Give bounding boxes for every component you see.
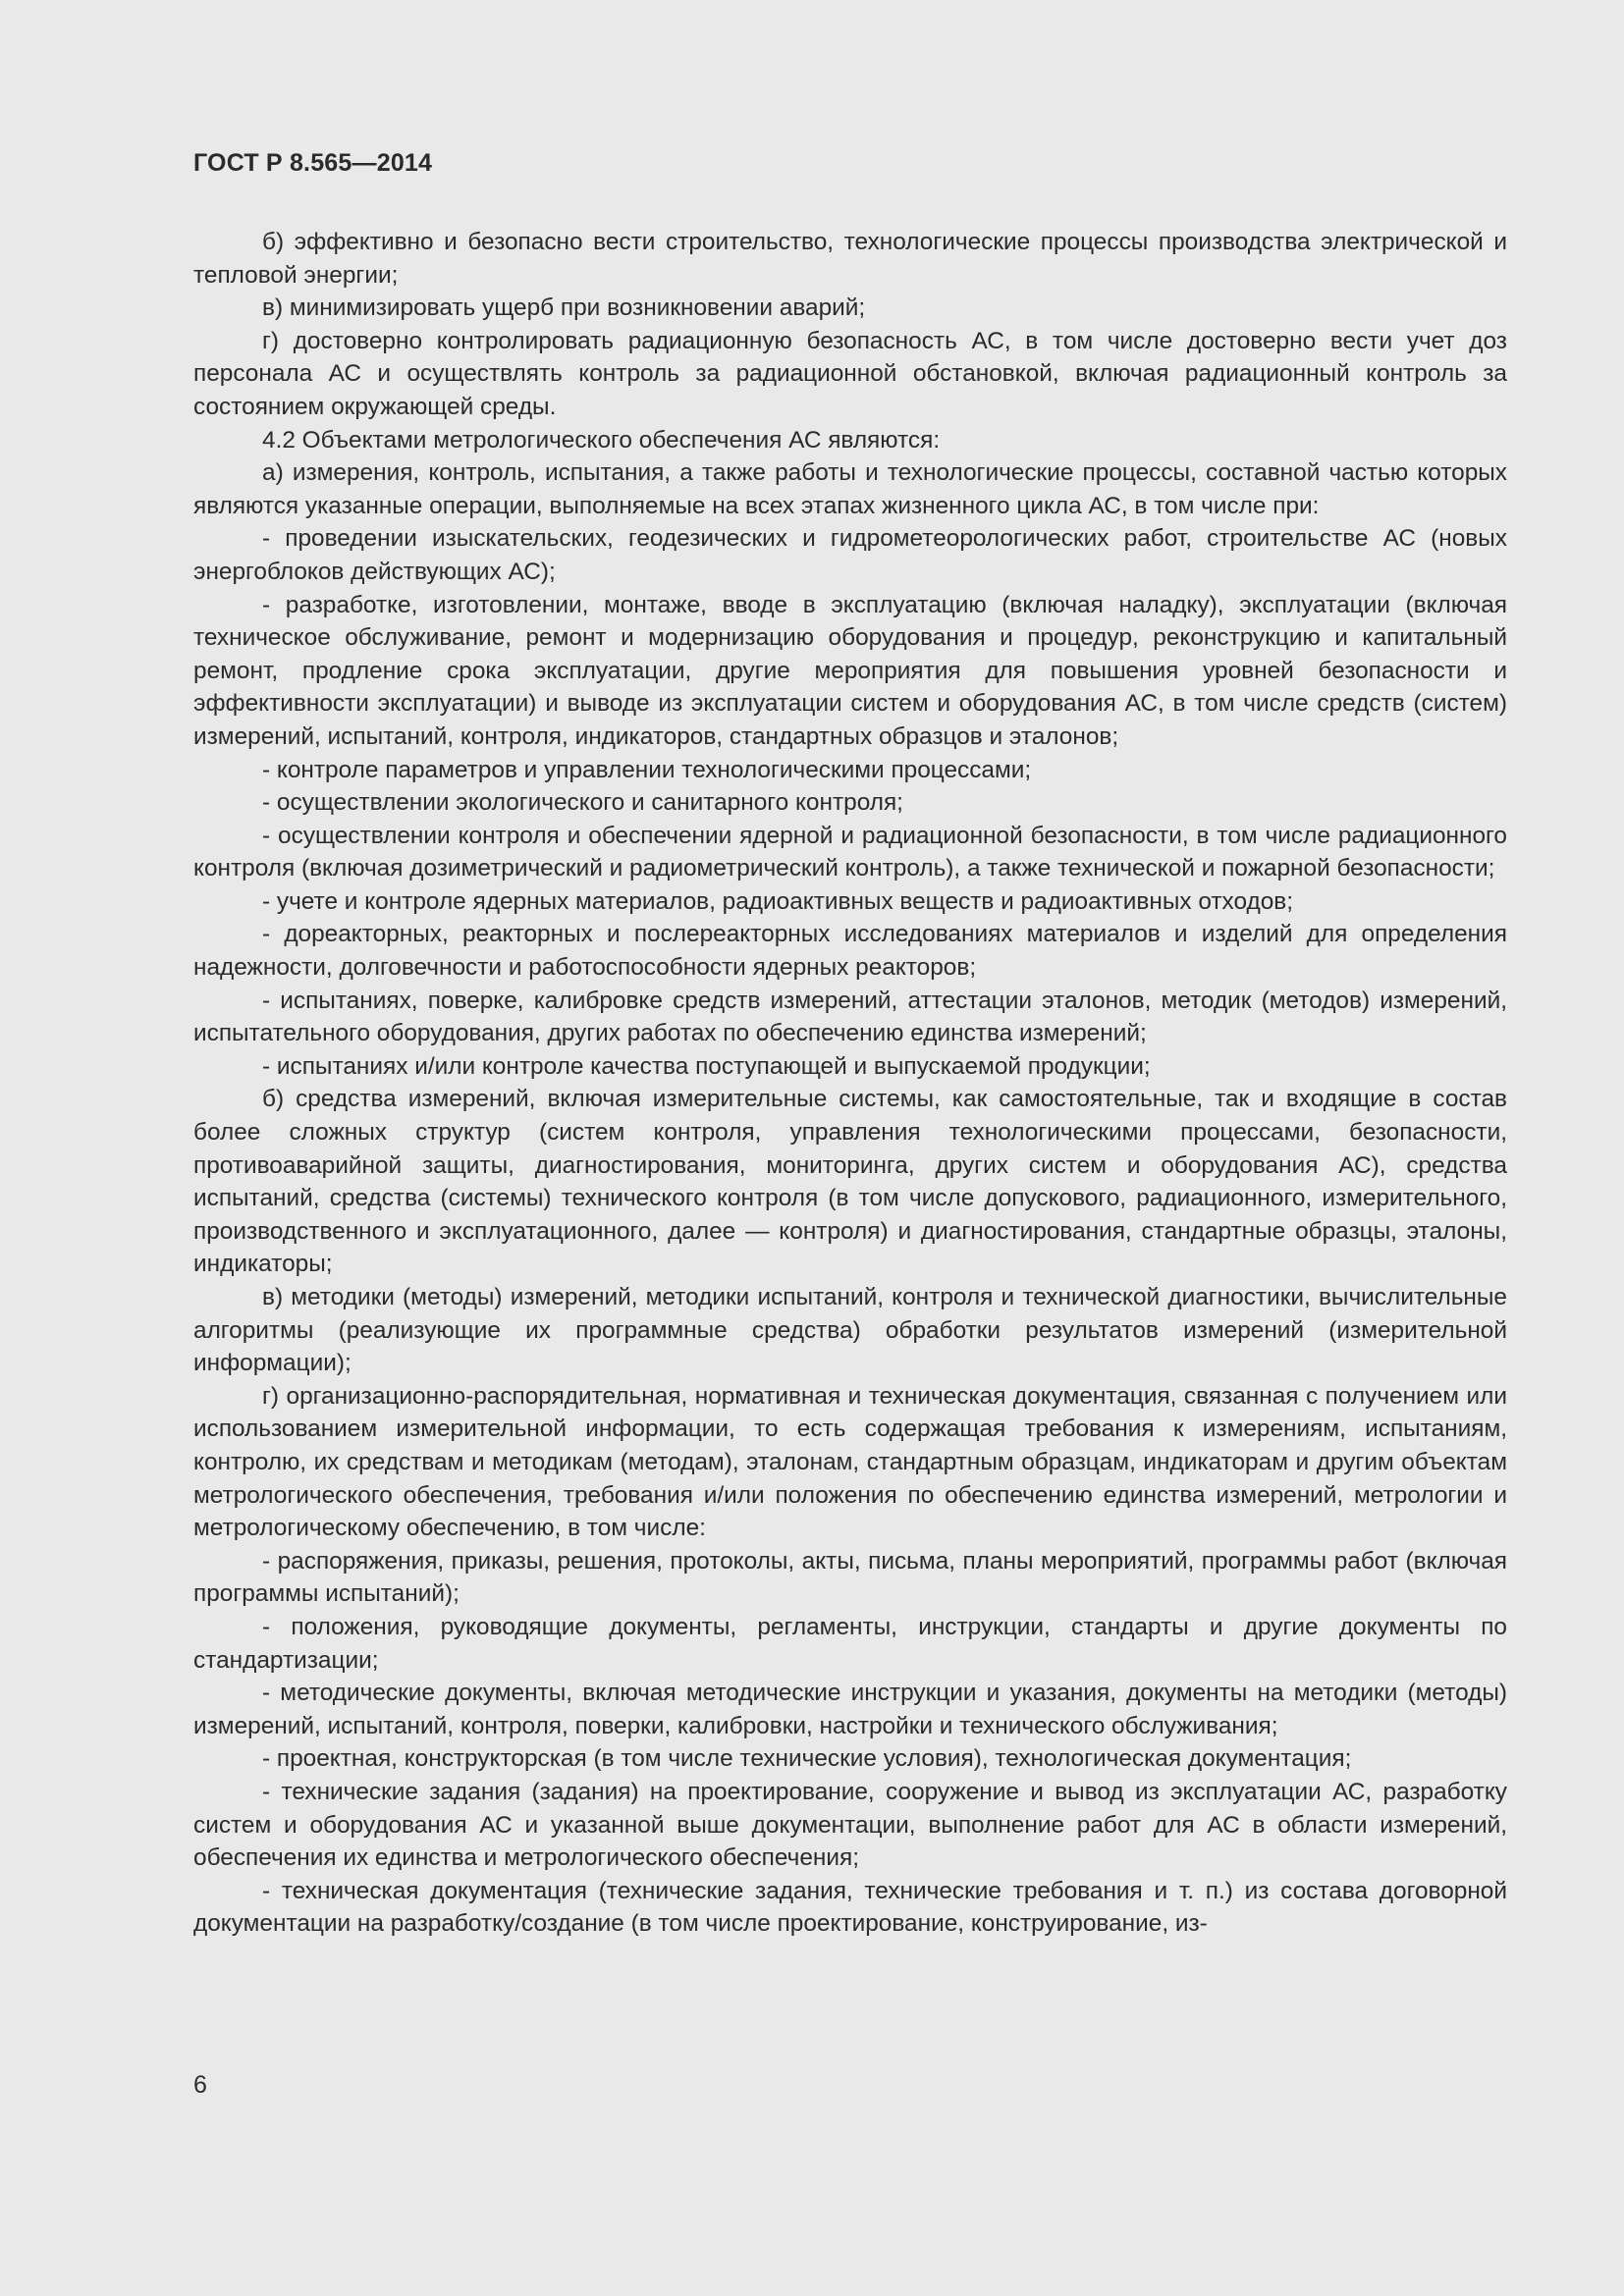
document-body [193, 226, 1507, 1941]
paragraph: г) организационно-распорядительная, нормативная и техническая документация, связанная с получением или использованием измерительной информации, то есть содержащая требования к измерениям, испытаниям, контролю, их средствам и методикам (методам), эталонам, стандартным образцам, индикаторам и другим объектам метрологического обеспечения, требования и/или положения по обеспечению единства измерений, метрологии и метрологическому обеспечению, в том числе: [193, 1382, 1507, 1542]
paragraph: - осуществлении контроля и обеспечении ядерной и радиационной безопасности, в том числе радиационного контроля (включая дозиметрический и радиометрический контроль), а также технической и пожарной безопасности; [193, 822, 1507, 882]
paragraph: - испытаниях, поверке, калибровке средств измерений, аттестации эталонов, методик (методов) измерений, испытательного оборудования, других работах по обеспечению единства измерений; [193, 987, 1507, 1047]
paragraph: - учете и контроле ядерных материалов, радиоактивных веществ и радиоактивных отходов; [262, 887, 1294, 915]
paragraph: - дореакторных, реакторных и послереакторных исследованиях материалов и изделий для определения надежности, долговечности и работоспособности ядерных реакторов; [193, 921, 1507, 982]
paragraph: в) минимизировать ущерб при возникновении аварий; [262, 294, 866, 322]
paragraph: - разработке, изготовлении, монтаже, вводе в эксплуатацию (включая наладку), эксплуатации (включая техническое обслуживание, ремонт и модернизацию оборудования и процедур, реконструкцию и капитальный ремонт, продление срока эксплуатации, другие мероприятия для повышения уровней безопасности и эффективности эксплуатации) и выводе из эксплуатации систем и оборудования АС, в том числе средств (систем) измерений, испытаний, контроля, индикаторов, стандартных образцов и эталонов; [193, 591, 1507, 750]
paragraph: - контроле параметров и управлении технологическими процессами; [262, 756, 1032, 783]
paragraph: - осуществлении экологического и санитарного контроля; [262, 789, 903, 817]
page-header-standard-id: ГОСТ Р 8.565—2014 [193, 149, 433, 177]
paragraph: а) измерения, контроль, испытания, а также работы и технологические процессы, составной частью которых являются указанные операции, выполняемые на всех этапах жизненного цикла АС, в том числе при: [193, 459, 1507, 519]
paragraph: б) эффективно и безопасно вести строительство, технологические процессы производства электрической и тепловой энергии; [193, 229, 1507, 289]
paragraph: 4.2 Объектами метрологического обеспечения АС являются: [262, 426, 941, 454]
paragraph: - распоряжения, приказы, решения, протоколы, акты, письма, планы мероприятий, программы работ (включая программы испытаний); [193, 1547, 1507, 1608]
paragraph: - технические задания (задания) на проектирование, сооружение и вывод из эксплуатации АС, разработку систем и оборудования АС и указанной выше документации, выполнение работ для АС в области измерений, обеспечения их единства и метрологического обеспечения; [193, 1778, 1507, 1872]
paragraph: - проведении изыскательских, геодезических и гидрометеорологических работ, строительстве АС (новых энергоблоков действующих АС); [193, 525, 1507, 585]
paragraph: в) методики (методы) измерений, методики испытаний, контроля и технической диагностики, вычислительные алгоритмы (реализующие их программные средства) обработки результатов измерений (измерительной информации); [193, 1284, 1507, 1377]
paragraph: - техническая документация (технические задания, технические требования и т. п.) из состава договорной документации на разработку/создание (в том числе проектирование, конструирование, из- [193, 1877, 1507, 1938]
page-number: 6 [193, 2071, 207, 2099]
paragraph: б) средства измерений, включая измерительные системы, как самостоятельные, так и входящие в состав более сложных структур (систем контроля, управления технологическими процессами, безопасности, противоаварийной защиты, диагностирования, мониторинга, других систем и оборудования АС), средства испытаний, средства (системы) технического контроля (в том числе допускового, радиационного, измерительного, производственного и эксплуатационного, далее — контроля) и диагностирования, стандартные образцы, эталоны, индикаторы; [193, 1086, 1507, 1278]
paragraph: - методические документы, включая методические инструкции и указания, документы на методики (методы) измерений, испытаний, контроля, поверки, калибровки, настройки и технического обслуживания; [193, 1680, 1507, 1739]
paragraph: г) достоверно контролировать радиационную безопасность АС, в том числе достоверно вести учет доз персонала АС и осуществлять контроль за радиационной обстановкой, включая радиационный контроль за состоянием окружающей среды. [193, 327, 1507, 420]
paragraph: - проектная, конструкторская (в том числе технические условия), технологическая документация; [262, 1745, 1352, 1773]
paragraph: - испытаниях и/или контроле качества поступающей и выпускаемой продукции; [262, 1052, 1151, 1080]
paragraph: - положения, руководящие документы, регламенты, инструкции, стандарты и другие документы по стандартизации; [193, 1613, 1507, 1674]
